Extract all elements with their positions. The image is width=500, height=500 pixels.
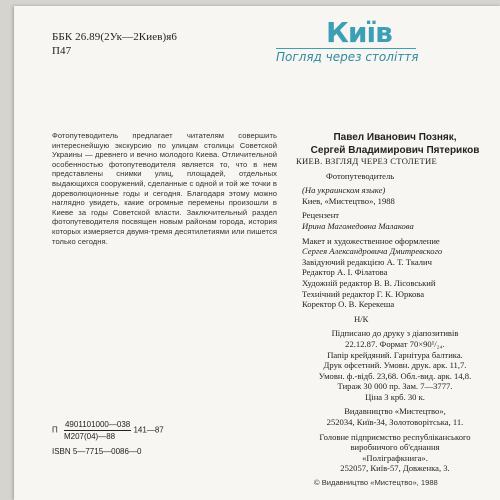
staff-line: Художній редактор В. В. Лісовський <box>302 277 436 288</box>
language-note: (На украинском языке) <box>302 185 386 196</box>
publication-codes <box>52 419 164 457</box>
hk-mark: Н/К <box>354 313 369 324</box>
staff-line: Завідуючий редакцією А. Т. Ткалич <box>302 256 432 267</box>
staff-line: Технічний редактор Г. К. Юркова <box>302 288 425 299</box>
bbk-classification: ББК 26.89(2Ук—2Киев)я6 <box>52 31 178 43</box>
index-denominator: М207(04)—88 <box>63 432 116 441</box>
printer-line: виробничого об'єднання <box>350 442 440 453</box>
reviewer-name: Ирина Магомедовна Малакова <box>302 220 414 231</box>
print-line: 22.12.87. Формат 70×90¹/₂₄. <box>345 338 445 349</box>
printer-line: «Поліграфкнига». <box>362 452 428 463</box>
index-suffix: 141—87 <box>133 425 164 435</box>
staff-list <box>290 257 500 310</box>
print-line: Друк офсетний. Умовн. друк. арк. 11,7. <box>323 360 467 371</box>
authors-block <box>290 131 500 157</box>
print-line: Тираж 30 000 пр. Зам. 7—3777. <box>337 381 453 392</box>
reviewer-label: Рецензент <box>302 210 340 221</box>
isbn: ISBN 5—7715—0086—0 <box>52 447 142 456</box>
bbk-block <box>52 30 177 58</box>
index-fraction <box>64 419 131 442</box>
printer-line: 252057, Київ-57, Довженка, 3. <box>340 463 450 474</box>
catalog-code: П47 <box>52 45 72 57</box>
publisher-ua: Видавництво «Мистецтво», <box>344 406 446 417</box>
design-label: Макет и художественное оформление <box>302 235 440 246</box>
print-line: Ціна 3 крб. 30 к. <box>365 391 425 402</box>
publisher-address: 252034, Київ-34, Золотоворітська, 11. <box>326 417 464 428</box>
book-title: КИЕВ. ВЗГЛЯД ЧЕРЕЗ СТОЛЕТИЕ <box>296 156 438 166</box>
staff-line: Редактор А. І. Філатова <box>302 267 388 278</box>
author-1: Павел Иванович Позняк, <box>333 132 457 143</box>
annotation-text: Фотопутеводитель предлагает читателям совершить интереснейшую экскурсию по улицам столицы Советской Украины — древнего и вечно молодого Киева. Отличительной особенностью фотопутеводителя является то, что в нем представлены снимки улиц, площадей, отдельных выдающихся сооружений, сделанные с одной и той же точки в дореволюционные годы и сегодня. Благодаря этому можно наглядно увидеть, какие огромные перемены произошли в Киеве за годы Советской власти. Заключительный раздел фотопутеводителя посвящен новым районам города, история которых измеряется двумя-тремя десятилетиями или пишется только сегодня. <box>52 131 277 246</box>
logo-subtitle: Погляд через століття <box>276 50 419 64</box>
index-numerator: 4901101000—038 <box>64 420 131 429</box>
print-line: Умовн. ф.-відб. 23,68. Обл.-вид. арк. 14,8. <box>318 370 472 381</box>
book-page <box>14 6 500 500</box>
index-letter: П <box>52 425 58 435</box>
author-2: Сергей Владимирович Пятериков <box>310 145 480 156</box>
imprint-block <box>290 156 500 474</box>
print-line: Папір крейдяний. Гарнітура балтика. <box>327 349 463 360</box>
genre: Фотопутеводитель <box>326 170 395 181</box>
copyright: © Видавництво «Мистецтво», 1988 <box>314 478 438 487</box>
print-line: Підписано до друку з діапозитивів <box>331 328 459 339</box>
design-name: Сергея Александровича Дмитревского <box>302 246 443 257</box>
logo-title: Київ <box>326 16 392 49</box>
series-logo <box>270 16 420 76</box>
index-code <box>52 419 164 442</box>
printer-block <box>290 432 500 474</box>
print-details <box>290 328 500 402</box>
staff-line: Коректор О. В. Керекеша <box>302 299 395 310</box>
printer-line: Головне підприємство республіканського <box>319 431 471 442</box>
publisher-line: Киев, «Мистецтво», 1988 <box>302 195 395 206</box>
